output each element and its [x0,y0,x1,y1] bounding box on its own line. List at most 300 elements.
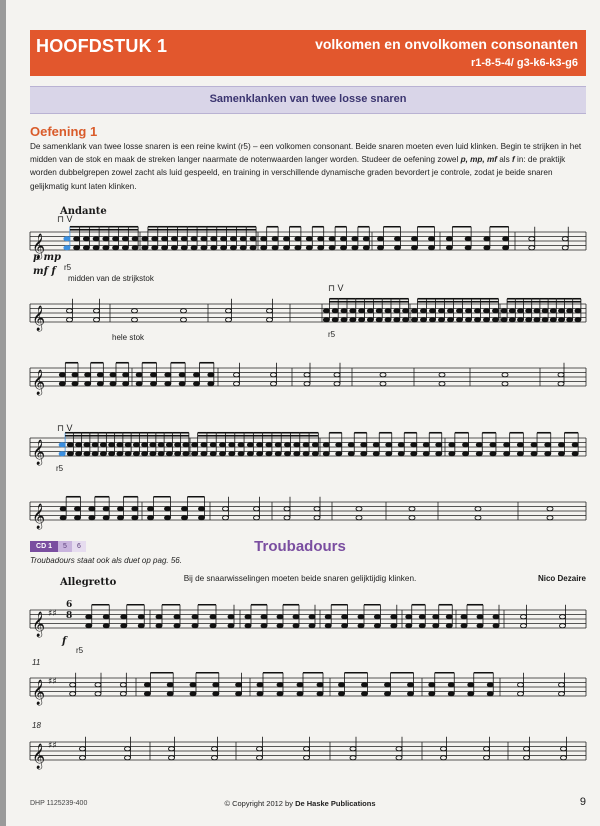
page-number: 9 [579,796,586,808]
note-head [84,443,90,447]
note-head [542,318,548,322]
note-head [179,373,185,377]
note-head [484,237,490,241]
note-head [122,246,128,250]
note-head [436,452,442,456]
note-head [103,624,109,628]
note-head [373,443,379,447]
note-head [150,452,156,456]
note-head [409,507,415,511]
note-head [421,318,427,322]
note-head [380,382,386,386]
note-head [261,615,267,619]
note-head [367,309,373,313]
note-head [94,309,100,313]
note-head [547,507,553,511]
note-head [210,615,216,619]
note-head [148,507,154,511]
note-head [449,452,455,456]
note-head [545,452,551,456]
note-head [272,237,278,241]
note-head [183,452,189,456]
note-head [336,443,342,447]
note-head [223,516,229,520]
note-head [182,507,188,511]
note-head [380,373,386,377]
note-head [89,516,95,520]
note-head [448,309,454,313]
note-head [199,516,205,520]
note-head [226,309,232,313]
note-head [59,382,65,386]
note-head [362,683,368,687]
note-head [123,373,129,377]
staff-system-5 [0,496,600,536]
staff-system-7 [0,672,600,712]
note-head [560,615,566,619]
note-head [175,452,181,456]
note-head [236,692,242,696]
note-head [332,309,338,313]
note-head [448,318,454,322]
note-head [103,516,109,520]
note-head [293,624,299,628]
note-head [385,683,391,687]
note-head [201,452,207,456]
note-head [342,624,348,628]
note-head [208,382,214,386]
note-head [257,452,263,456]
note-head [374,624,380,628]
note-head [97,373,103,377]
note-head [169,747,175,751]
note-head [408,692,414,696]
note-head [74,237,80,241]
note-head [285,443,291,447]
composer-name: Nico Dezaire [537,574,586,583]
note-head [272,246,278,250]
note-head [439,309,445,313]
note-head [558,382,564,386]
treble-clef-icon: 𝄞 [32,234,46,259]
note-head [109,443,115,447]
note-head [323,309,329,313]
note-head [465,246,471,250]
note-head [350,747,356,751]
note-head [165,373,171,377]
note-head [151,373,157,377]
note-head [534,318,540,322]
note-head [304,382,310,386]
treble-clef-icon: 𝄞 [32,612,46,637]
note-head [487,692,493,696]
note-head [152,246,158,250]
note-head [531,452,537,456]
note-head [156,615,162,619]
note-head [230,237,236,241]
note-head [466,318,472,322]
note-head [220,443,226,447]
note-head [572,443,578,447]
note-head [341,318,347,322]
note-head [529,246,535,250]
note-head [103,507,109,511]
note-head [221,237,227,241]
note-head [433,624,439,628]
note-head [477,615,483,619]
note-head [171,237,177,241]
note-head [234,373,240,377]
note-head [67,443,73,447]
chapter-intervals: r1-8-5-4/ g3-k6-k3-g6 [471,57,578,69]
note-head [461,615,467,619]
note-head [358,624,364,628]
piece-interval-label: r5 [76,646,84,655]
note-head [257,747,263,751]
piece-tempo: Allegretto [60,577,117,588]
note-head [446,624,452,628]
note-head [363,246,369,250]
note-head [266,452,272,456]
note-head [174,615,180,619]
note-head [449,443,455,447]
bow-marks: ⊓ V [57,214,73,224]
instructions-dynamic-f: f [512,155,515,165]
note-head [75,507,81,511]
note-head [142,452,148,456]
note-head [312,443,318,447]
note-head [560,624,566,628]
note-head [175,443,181,447]
note-head [521,615,527,619]
note-head [103,246,109,250]
note-head [341,237,347,241]
note-head [136,382,142,386]
note-head [329,246,335,250]
note-head [350,318,356,322]
note-head [89,507,95,511]
note-head [210,443,216,447]
note-head [201,443,207,447]
note-head [457,309,463,313]
note-head [151,382,157,386]
note-head [429,692,435,696]
note-head [275,452,281,456]
note-head [138,624,144,628]
note-head [403,318,409,322]
note-head [439,318,445,322]
note-head [412,237,418,241]
note-head [518,309,524,313]
note-head [201,237,207,241]
note-head [113,237,119,241]
note-head [257,443,263,447]
note-head [394,318,400,322]
note-head [174,624,180,628]
note-head [373,452,379,456]
note-head [275,443,281,447]
note-head [245,615,251,619]
note-head [230,246,236,250]
note-head [192,452,198,456]
note-head [493,624,499,628]
annotation-whole: hele stok [112,333,145,342]
note-head [67,309,73,313]
piece-dynamic: f [62,636,67,647]
note-head [477,624,483,628]
note-head [558,452,564,456]
note-head [429,683,435,687]
note-head [408,683,414,687]
note-head [72,382,78,386]
note-head [162,237,168,241]
note-head [285,452,291,456]
note-head [72,373,78,377]
note-head [550,318,556,322]
exercise-title: Oefening 1 [30,124,98,139]
note-head [374,615,380,619]
note-head [92,443,98,447]
duet-note: Troubadours staat ook als duet op pag. 56. [30,556,182,565]
note-head [412,318,418,322]
note-head [59,443,65,447]
note-head [181,246,187,250]
note-head [463,443,469,447]
cd-track-a: 5 [58,541,72,552]
instructions-part-2: als [496,155,512,165]
note-head [561,747,567,751]
note-head [406,615,412,619]
note-head [221,246,227,250]
note-head [257,756,263,760]
note-head [558,373,564,377]
catalog-code: DHP 1125239-400 [30,800,88,807]
note-head [132,507,138,511]
note-head [158,452,164,456]
note-head [121,615,127,619]
section-band [30,86,586,114]
note-head [396,747,402,751]
bow-marks-2: ⊓ V [328,283,344,293]
note-head [361,452,367,456]
note-head [144,692,150,696]
note-head [531,443,537,447]
note-head [304,373,310,377]
note-head [247,443,253,447]
dynamics-row-1: p mp [33,252,62,263]
note-head [441,747,447,751]
note-head [484,246,490,250]
staff-system-2 [0,298,600,338]
note-head [386,443,392,447]
note-head [545,443,551,447]
note-head [463,452,469,456]
note-head [352,246,358,250]
note-head [352,237,358,241]
note-head [501,318,507,322]
note-head [448,683,454,687]
note-head [441,756,447,760]
note-head [325,624,331,628]
chapter-subtitle: volkomen en onvolkomen consonanten [315,36,578,52]
note-head [430,318,436,322]
note-head [295,246,301,250]
note-head [228,615,234,619]
note-head [138,615,144,619]
note-head [113,246,119,250]
note-head [84,452,90,456]
note-head [210,452,216,456]
note-head [70,683,76,687]
key-signature-icon: ♯♯ [48,677,57,687]
note-head [502,373,508,377]
note-head [362,692,368,696]
note-head [240,246,246,250]
note-head [446,246,452,250]
note-head [542,309,548,313]
note-head [341,246,347,250]
note-head [501,309,507,313]
note-head [395,237,401,241]
note-head [152,237,158,241]
note-head [317,683,323,687]
note-head [391,615,397,619]
note-head [412,309,418,313]
note-head [550,309,556,313]
note-head [356,516,362,520]
note-head [439,373,445,377]
staff-system-1 [0,226,600,266]
bar-number-11: 11 [32,658,41,667]
note-head [484,318,490,322]
note-head [309,624,315,628]
note-head [245,624,251,628]
note-head [100,443,106,447]
note-head [446,615,452,619]
note-head [378,246,384,250]
note-head [476,443,482,447]
note-head [190,692,196,696]
note-head [132,237,138,241]
cd-label: CD 1 [30,541,58,552]
note-head [250,246,256,250]
note-head [334,373,340,377]
note-head [59,373,65,377]
note-head [350,756,356,760]
note-head [575,309,581,313]
note-head [294,452,300,456]
note-head [95,692,101,696]
note-head [123,382,129,386]
note-head [76,443,82,447]
note-head [466,309,472,313]
note-head [559,683,565,687]
note-head [181,309,187,313]
note-head [304,747,310,751]
note-head [136,373,142,377]
note-head [446,237,452,241]
note-head [521,624,527,628]
note-head [484,747,490,751]
note-head [261,624,267,628]
note-head [334,382,340,386]
instructions-part-1: De samenklank van twee losse snaren is een reine kwint (r5) – een volkomen consonant. Beide snaren moeten even luid klinken. Begin te strijken in het midden van de stok en maak de streken langer naarmate de notenwaarden langer worden. Studeer de oefening zowel [30,142,582,165]
note-head [562,237,568,241]
note-head [179,382,185,386]
note-head [93,246,99,250]
note-head [493,615,499,619]
note-head [194,373,200,377]
note-head [518,692,524,696]
note-head [284,237,290,241]
annotation-middle: midden van de strijkstok [68,274,154,283]
note-head [261,246,267,250]
note-head [277,683,283,687]
note-head [348,452,354,456]
piece-title: Troubadours [254,538,346,555]
note-head [350,309,356,313]
note-head [165,382,171,386]
note-head [284,507,290,511]
chapter-header [30,30,586,76]
note-head [476,452,482,456]
note-head [323,452,329,456]
note-head [257,683,263,687]
copyright-prefix: © Copyright 2012 by [224,799,296,808]
note-head [503,246,509,250]
note-head [133,452,139,456]
note-head [457,318,463,322]
note-head [376,309,382,313]
note-head [336,452,342,456]
cd-track-b: 6 [72,541,86,552]
note-head [85,382,91,386]
note-head [165,507,171,511]
treble-clef-icon: 𝄞 [32,504,46,529]
note-head [303,443,309,447]
time-sig-bottom: 8 [66,611,73,621]
note-head [558,443,564,447]
note-head [391,624,397,628]
note-head [562,246,568,250]
note-head [83,237,89,241]
note-head [323,443,329,447]
note-head [167,692,173,696]
section-title: Samenklanken van twee losse snaren [209,93,407,105]
tempo-marking: Andante [60,206,107,217]
note-head [83,246,89,250]
note-head [403,309,409,313]
note-head [254,507,260,511]
note-head [142,246,148,250]
note-head [60,516,66,520]
note-head [60,507,66,511]
note-head [436,443,442,447]
note-head [167,683,173,687]
note-head [261,237,267,241]
note-head [156,624,162,628]
note-head [118,507,124,511]
note-head [118,516,124,520]
note-head [191,237,197,241]
note-head [132,309,138,313]
note-head [67,452,73,456]
time-sig-top: 6 [66,600,73,610]
note-head [76,452,82,456]
note-head [429,246,435,250]
note-head [150,443,156,447]
copyright [0,799,600,808]
